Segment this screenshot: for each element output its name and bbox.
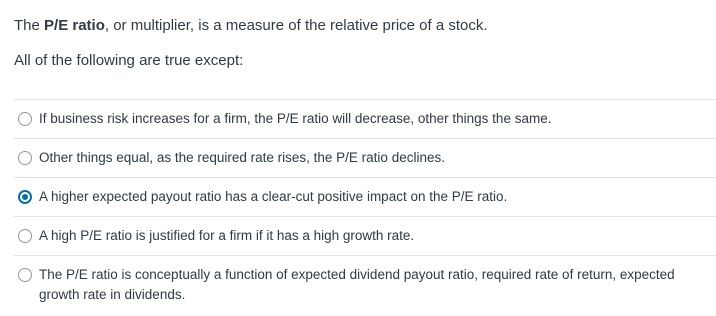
question-stem <box>14 16 704 71</box>
answer-label: A high P/E ratio is justified for a firm if it has a high growth rate. <box>39 228 415 243</box>
answer-option-3[interactable] <box>14 178 716 217</box>
intro-bold-term: P/E ratio <box>44 17 105 34</box>
answer-label: If business risk increases for a firm, the P/E ratio will decrease, other things the same. <box>39 111 552 126</box>
answer-label: A higher expected payout ratio has a clear-cut positive impact on the P/E ratio. <box>39 189 508 204</box>
intro-prefix: The <box>14 17 45 34</box>
answer-option-4[interactable] <box>14 217 716 256</box>
answer-option-1[interactable] <box>14 100 716 139</box>
question-intro <box>14 16 704 36</box>
radio-button[interactable] <box>18 112 32 126</box>
radio-button-selected[interactable] <box>18 190 32 204</box>
answer-option-5[interactable] <box>14 256 716 314</box>
radio-button[interactable] <box>18 229 32 243</box>
answer-label: The P/E ratio is conceptually a function of expected dividend payout ratio, required rate of return, expected growth rate in dividends. <box>39 267 675 302</box>
answer-option-2[interactable] <box>14 139 716 178</box>
question-prompt: All of the following are true except: <box>14 52 244 69</box>
intro-suffix: , or multiplier, is a measure of the relative price of a stock. <box>104 17 488 34</box>
answer-label: Other things equal, as the required rate rises, the P/E ratio declines. <box>39 150 445 165</box>
answer-list <box>14 99 716 314</box>
radio-button[interactable] <box>18 268 32 282</box>
radio-button[interactable] <box>18 151 32 165</box>
